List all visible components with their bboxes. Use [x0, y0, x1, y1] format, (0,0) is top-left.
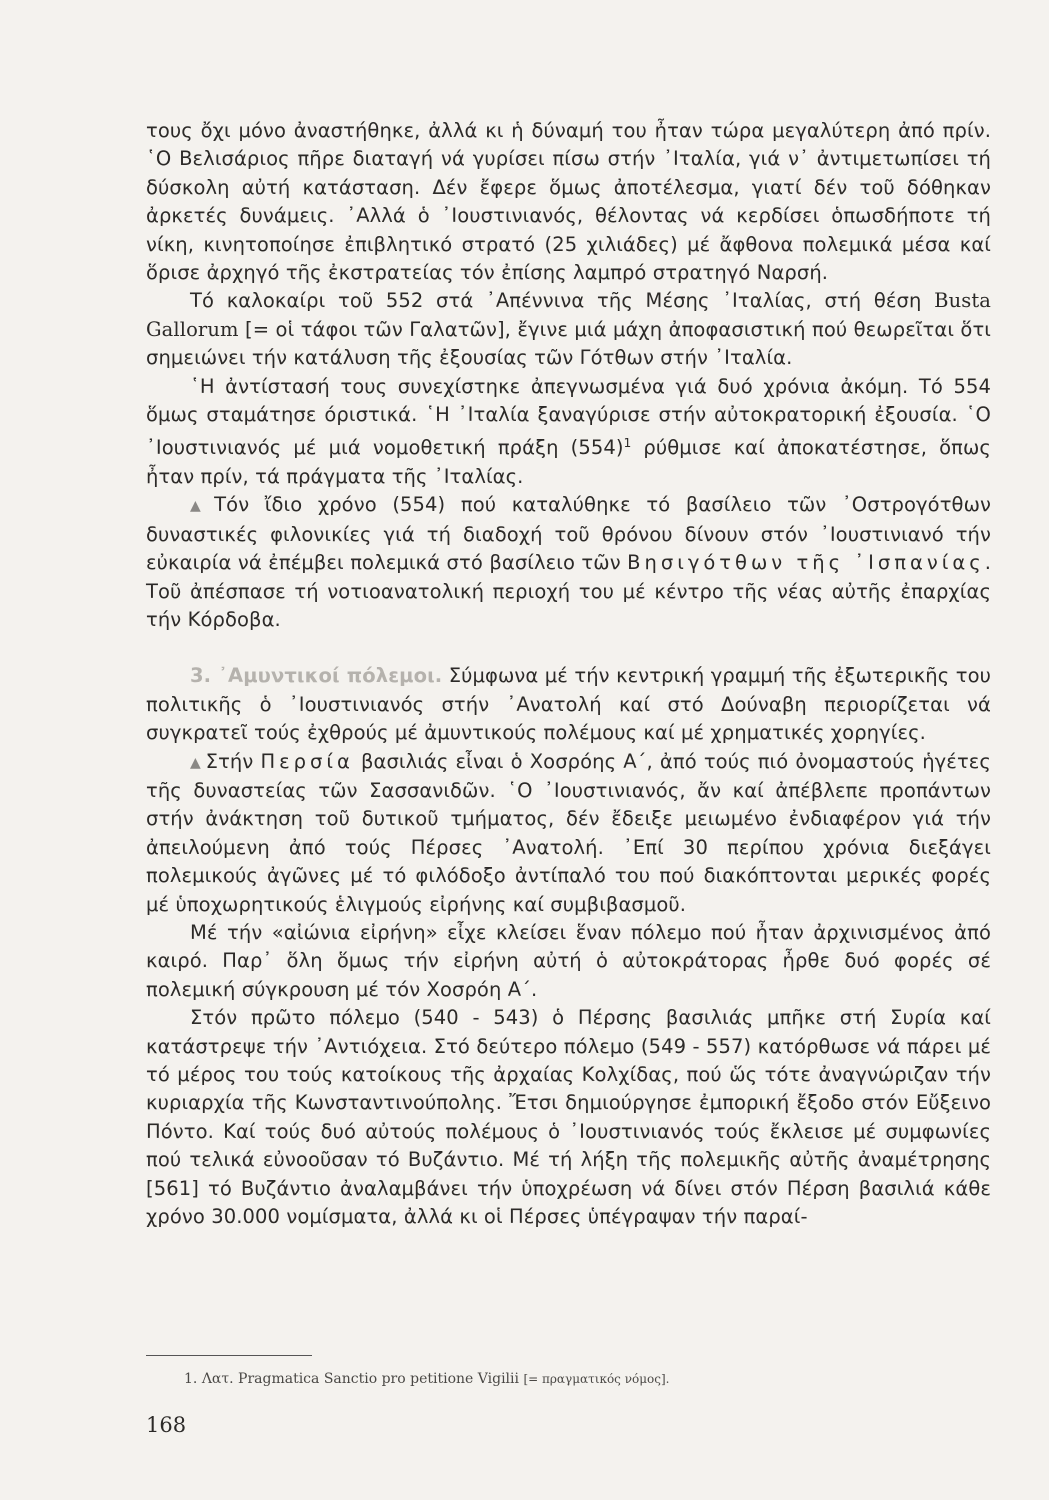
paragraph-6-text-end: βασιλιάς εἶναι ὁ Χοσρόης Α΄, ἀπό τούς πιό ὀνομαστούς ἡγέτες τῆς δυναστείας τῶν Σασσανιδῶν. ῾Ο ᾿Ιουστινιανός, ἄν καί ἀπέβλεπε προπάντων στήν ἀνάκτηση τοῦ δυτικοῦ τμήματος, δέν ἔδειξε μειωμένο ἐνδιαφέρον γιά τήν ἀπειλούμενη ἀπό τούς Πέρσες ᾿Ανατολή. ᾿Επί 30 περίπου χρόνια διεξάγει πολεμικούς ἀγῶνες μέ τό φιλόδοξο ἀντίπαλό του πού διακόπτονται μερικές φορές μέ ὑποχωρητικούς ἑλιγμούς εἰρήνης καί συμβιβασμοῦ.	[146, 749, 991, 916]
footnote-latin-text: Pragmatica Sanctio pro petitione Vigilii	[238, 1371, 519, 1387]
paragraph-4-text-start: Τόν ἴδιο χρόνο (554) πού καταλύθηκε τό βασίλειο τῶν ᾿Οστρογότθων δυναστικές φιλονικίες γιά τή διαδοχή τοῦ θρόνου δίνουν στόν ᾿Ιουστινιανό τήν εὐκαιρία νά ἐπέμβει πολεμικά στό βασίλειο τῶν	[146, 493, 992, 575]
footnote-reference[interactable]: 1	[623, 436, 632, 451]
footnote-abbreviation: Λατ.	[201, 1371, 234, 1387]
paragraph-8	[146, 1004, 991, 1231]
paragraph-6-text-start: Στήν	[205, 749, 261, 773]
paragraph-7	[146, 919, 991, 1004]
paragraph-6	[146, 748, 991, 919]
paragraph-7-text: Μέ τήν «αἰώνια εἰρήνη» εἶχε κλείσει ἕναν πόλεμο πού ἦταν ἀρχινισμένος ἀπό καιρό. Παρ᾿ ὅλη ὅμως τήν εἰρήνη αὐτή ὁ αὐτοκράτορας ἦρθε δυό φορές σέ πολεμική σύγκρουση μέ τόν Χοσρόη Α΄.	[146, 920, 991, 1001]
footnote-divider	[146, 1355, 312, 1356]
paragraph-1-text: τους ὄχι μόνο ἀναστήθηκε, ἀλλά κι ἡ δύναμή του ἦταν τώρα μεγαλύτερη ἀπό πρίν. ῾Ο Βελισάριος πῆρε διαταγή νά γυρίσει πίσω στήν ᾿Ιταλία, γιά ν᾿ ἀντιμετωπίσει τή δύσκολη αὐτή κατάσταση. Δέν ἔφερε ὅμως ἀποτέλεσμα, γιατί δέν τοῦ δόθηκαν ἀρκετές δυνάμεις. ᾿Αλλά ὁ ᾿Ιουστινιανός, θέλοντας νά κερδίσει ὁπωσδήποτε τή νίκη, κινητοποίησε ἐπιβλητικό στρατό (25 χιλιάδες) μέ ἄφθονα πολεμικά μέσα καί ὅρισε ἀρχηγό τῆς ἐκστρατείας τόν ἐπίσης λαμπρό στρατηγό Ναρσή.	[146, 119, 991, 285]
section-gap	[146, 634, 991, 662]
section-heading: 3. ᾿Αμυντικοί πόλεμοι.	[190, 664, 443, 688]
footnote-number: 1.	[184, 1371, 198, 1387]
paragraph-5-text: Σύμφωνα μέ τήν κεντρική γραμμή τῆς ἐξωτερικῆς του πολιτικῆς ὁ ᾿Ιουστινιανός στήν ᾿Ανατολή καί στό Δούναβη περιορίζεται νά συγκρατεῖ τούς ἐχθρούς μέ ἀμυντικούς πολέμους καί μέ χρηματικές χορηγίες.	[146, 664, 991, 745]
paragraph-3-text-end: ρύθμισε καί ἀποκατέστησε, ὅπως ἦταν πρίν, τά πράγματα τῆς ᾿Ιταλίας.	[146, 436, 991, 488]
footnote	[184, 1371, 669, 1387]
footnote-greek-text: [= πραγματικός νόμος].	[523, 1372, 670, 1386]
triangle-marker-icon: ▲	[190, 754, 202, 771]
paragraph-2	[146, 287, 991, 372]
triangle-marker-icon: ▲	[190, 498, 211, 515]
page-number: 168	[146, 1413, 187, 1437]
paragraph-1	[146, 117, 991, 287]
paragraph-2-text-start: Τό καλοκαίρι τοῦ 552 στά ᾿Απέννινα τῆς Μέσης ᾿Ιταλίας, στή θέση	[190, 289, 935, 313]
latin-place-name: Busta Gallorum	[146, 289, 991, 341]
paragraph-4	[146, 491, 991, 634]
page-body	[146, 117, 991, 1231]
paragraph-5	[146, 662, 991, 747]
spaced-emphasis-text: Βησιγότθων τῆς ᾿Ισπανίας	[627, 551, 985, 575]
paragraph-3	[146, 373, 991, 492]
paragraph-4-text-end: . Τοῦ ἀπέσπασε τή νοτιοανατολική περιοχή του μέ κέντρο τῆς νέας αὐτῆς ἐπαρχίας τήν Κόρδοβα.	[146, 551, 991, 631]
paragraph-2-text-end: [= οἱ τάφοι τῶν Γαλατῶν], ἔγινε μιά μάχη ἀποφασιστική πού θεωρεῖται ὅτι σημειώνει τήν κατάλυση τῆς ἐξουσίας τῶν Γότθων στήν ᾿Ιταλία.	[146, 317, 991, 370]
paragraph-3-text-start: ῾Η ἀντίστασή τους συνεχίστηκε ἀπεγνωσμένα γιά δυό χρόνια ἀκόμη. Τό 554 ὅμως σταμάτησε όριστικά. ῾Η ᾿Ιταλία ξαναγύρισε στήν αὐτοκρατορική ἐξουσία. ῾Ο ᾿Ιουστινιανός μέ μιά νομοθετική πράξη (554)	[146, 374, 991, 460]
spaced-emphasis-text: Περσία	[260, 749, 354, 773]
paragraph-8-text: Στόν πρῶτο πόλεμο (540 - 543) ὁ Πέρσης βασιλιάς μπῆκε στή Συρία καί κατάστρεψε τήν ᾿Αντιόχεια. Στό δεύτερο πόλεμο (549 - 557) κατόρθωσε νά πάρει μέ τό μέρος του τούς κατοίκους τῆς ἀρχαίας Κολχίδας, πού ὥς τότε ἀναγνώριζαν τήν κυριαρχία τῆς Κωνσταντινούπολης. Ἔτσι δημιούργησε ἐμπορική ἔξοδο στόν Εὔξεινο Πόντο. Καί τούς δυό αὐτούς πολέμους ὁ ᾿Ιουστινιανός τούς ἔκλεισε μέ συμφωνίες πού τελικά εὐνοοῦσαν τό Βυζάντιο. Μέ τή λήξη τῆς πολεμικῆς αὐτῆς ἀναμέτρησης [561] τό Βυζάντιο ἀναλαμβάνει τήν ὑποχρέωση νά δίνει στόν Πέρση βασιλιά κάθε χρόνο 30.000 νομίσματα, ἀλλά κι οἱ Πέρσες ὑπέγραψαν τήν παραί-	[146, 1006, 991, 1229]
